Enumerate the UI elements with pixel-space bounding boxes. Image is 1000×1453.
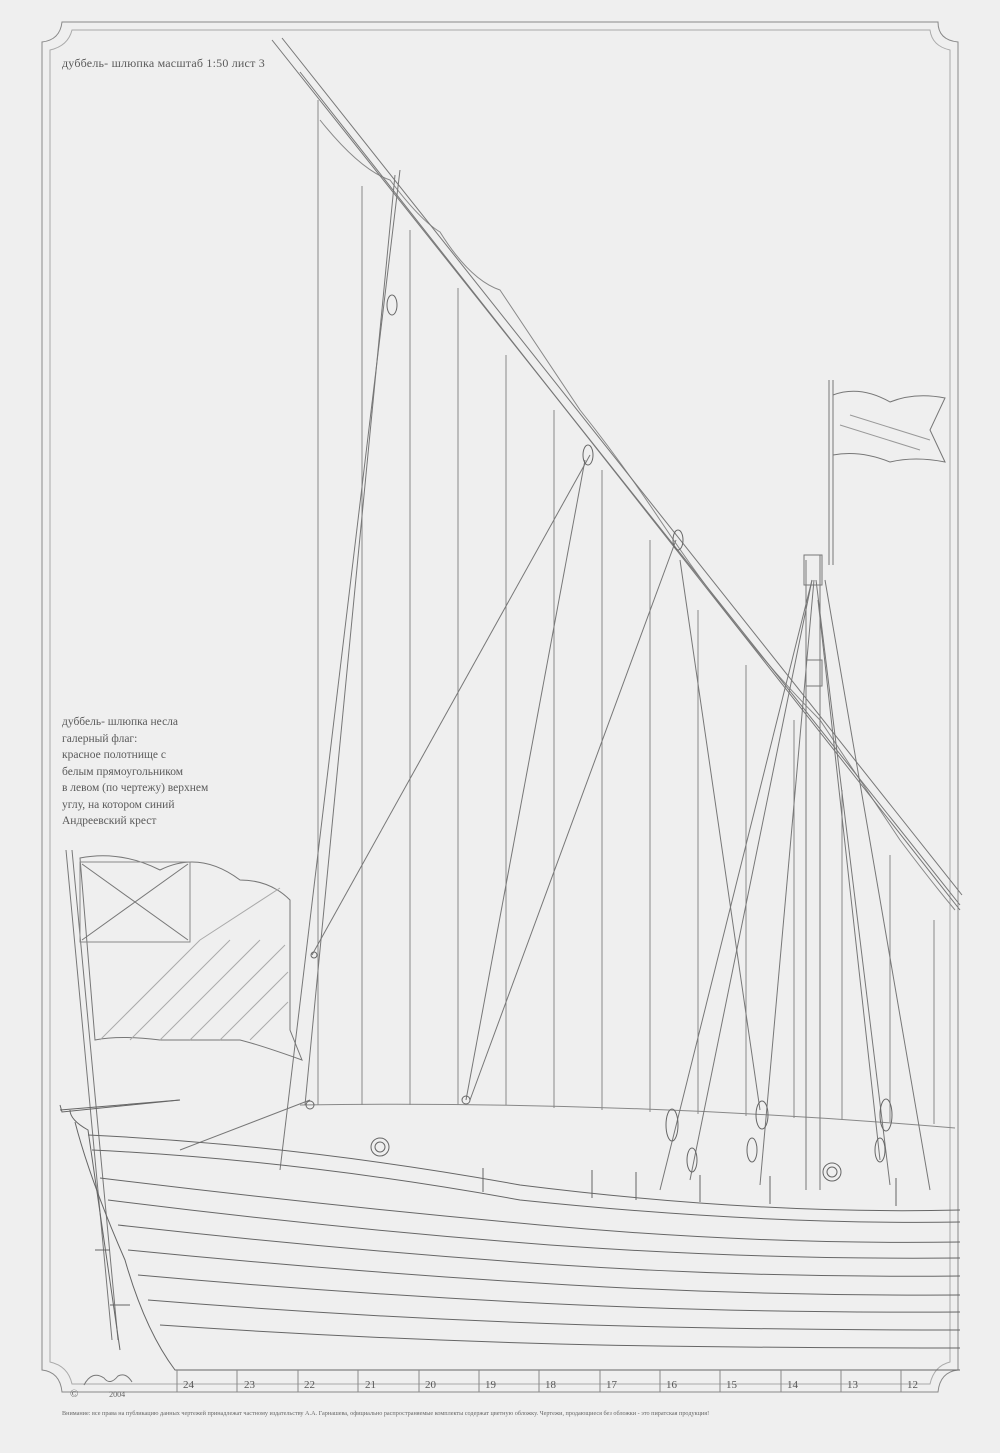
station-label: 22 — [304, 1379, 315, 1391]
station-label: 15 — [726, 1379, 737, 1391]
note-line: галерный флаг: — [62, 732, 138, 745]
station-label: 13 — [847, 1379, 858, 1391]
deck-fittings — [371, 1138, 896, 1206]
station-label: 19 — [485, 1379, 496, 1391]
note-line: углу, на котором синий — [62, 798, 175, 811]
copyright-symbol: © — [70, 1388, 79, 1400]
note-line: белым прямоугольником — [62, 765, 184, 778]
station-numbers — [177, 1379, 960, 1397]
galley-flag — [66, 850, 302, 1340]
signature-mark — [84, 1375, 132, 1385]
mast — [804, 555, 822, 1190]
station-label: 16 — [666, 1379, 677, 1391]
station-label: 17 — [606, 1379, 617, 1391]
copyright-notice: Внимание: все права на публикацию данных чертежей принадлежат частному издательству А.А. Гарнашева, официально распространяемые комплекты содержат цветную обложку. Чертежи, продающиеся без обложки - это пиратская продукция! — [62, 1410, 710, 1417]
station-label: 20 — [425, 1379, 436, 1391]
copyright — [70, 1388, 125, 1400]
sail-head — [320, 120, 955, 910]
note-line: красное полотнище с — [62, 749, 166, 761]
station-label: 18 — [545, 1379, 556, 1391]
hull — [60, 1100, 960, 1370]
note-line: дуббель- шлюпка несла — [62, 716, 179, 728]
inner-frame — [50, 30, 950, 1384]
masthead-pennant — [829, 380, 945, 565]
sheet-title: дуббель- шлюпка масштаб 1:50 лист 3 — [62, 56, 265, 70]
station-label: 24 — [183, 1379, 194, 1391]
sail-foot — [300, 1104, 955, 1128]
station-label: 12 — [907, 1379, 918, 1391]
flag-note — [62, 714, 292, 830]
note-line: Андреевский крест — [62, 815, 157, 827]
sail-seams — [362, 186, 934, 1124]
station-label: 21 — [365, 1379, 376, 1391]
yard — [272, 38, 962, 910]
signature-year: 2004 — [109, 1390, 126, 1399]
station-label: 14 — [787, 1379, 798, 1391]
note-line: в левом (по чертежу) верхнем — [62, 782, 209, 794]
rigging-blocks — [306, 295, 892, 1172]
station-label: 23 — [244, 1379, 255, 1391]
outer-frame — [42, 22, 958, 1392]
